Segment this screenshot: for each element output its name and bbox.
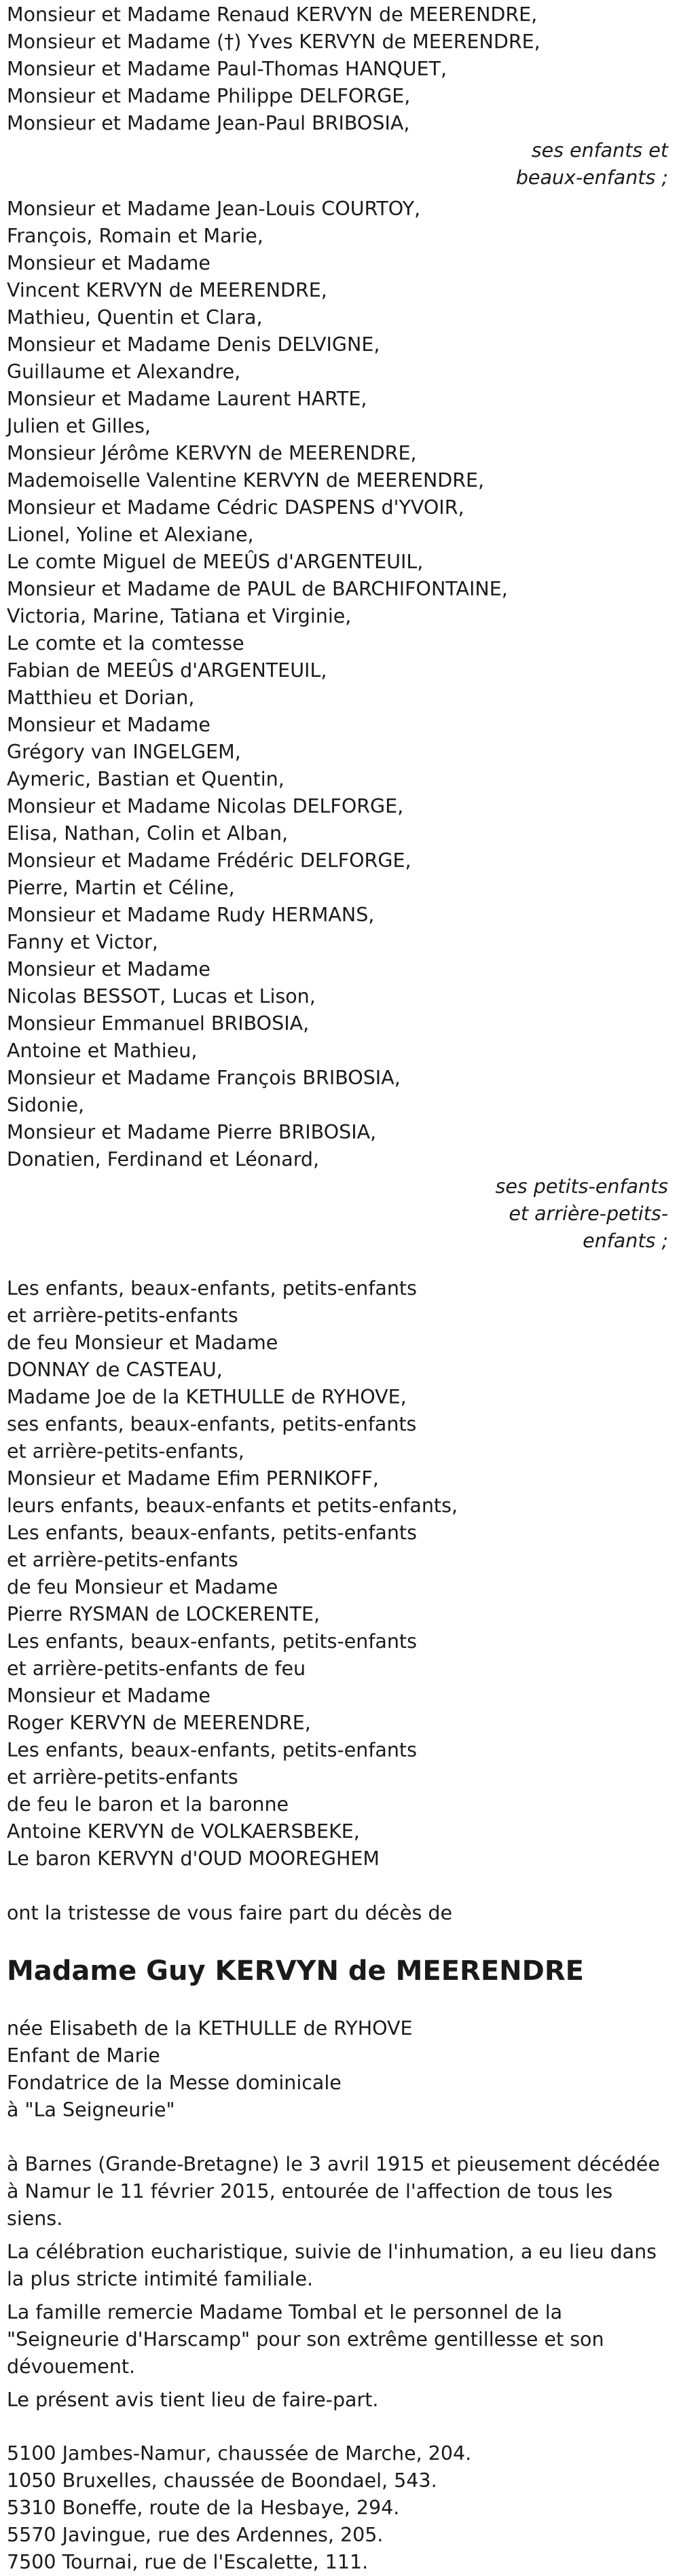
family-line: Aymeric, Bastian et Quentin,	[7, 768, 285, 790]
caption-line: beaux-enfants ;	[515, 166, 668, 189]
family-line: Roger KERVYN de MEERENDRE,	[7, 1712, 311, 1734]
family-line: Monsieur et Madame Jean-Paul BRIBOSIA,	[7, 112, 410, 134]
spacer	[7, 1873, 672, 1900]
family-line: Monsieur et Madame Laurent HARTE,	[7, 388, 367, 410]
family-line: Nicolas BESSOT, Lucas et Lison,	[7, 985, 316, 1008]
family-line: Le comte Miguel de MEEÛS d'ARGENTEUIL,	[7, 551, 424, 573]
family-line: Monsieur Jérôme KERVYN de MEERENDRE,	[7, 442, 417, 464]
family-line: Monsieur et Madame Denis DELVIGNE,	[7, 333, 380, 356]
address-line: 7500 Tournai, rue de l'Escalette, 111.	[7, 2551, 369, 2573]
detail-line: Enfant de Marie	[7, 2044, 160, 2067]
family-line: Les enfants, beaux-enfants, petits-enfants	[7, 1630, 417, 1653]
family-line: Les enfants, beaux-enfants, petits-enfants	[7, 1522, 417, 1544]
family-line: de feu Monsieur et Madame	[7, 1331, 278, 1354]
notice-paragraph: à Barnes (Grande-Bretagne) le 3 avril 1915 et pieusement décédée à Namur le 11 février 2015, entourée de l'affection de tous les siens.	[7, 2153, 660, 2230]
family-line: Antoine et Mathieu,	[7, 1039, 198, 1062]
caption-line: ses enfants et	[531, 139, 668, 162]
notice-paragraph: La célébration eucharistique, suivie de l'inhumation, a eu lieu dans la plus stricte intimité familiale.	[7, 2241, 657, 2290]
family-line: et arrière-petits-enfants	[7, 1766, 238, 1788]
deceased-details	[7, 2015, 672, 2124]
family-line: Elisa, Nathan, Colin et Alban,	[7, 822, 289, 845]
family-line: Matthieu et Dorian,	[7, 686, 195, 709]
family-line: Les enfants, beaux-enfants, petits-enfants	[7, 1739, 417, 1761]
family-line: DONNAY de CASTEAU,	[7, 1359, 223, 1381]
family-line: Monsieur et Madame Frédéric DELFORGE,	[7, 849, 411, 872]
detail-line: Fondatrice de la Messe dominicale	[7, 2072, 342, 2094]
address-line: 5100 Jambes-Namur, chaussée de Marche, 204.	[7, 2442, 472, 2465]
family-line: et arrière-petits-enfants	[7, 1549, 238, 1571]
family-line: et arrière-petits-enfants,	[7, 1440, 244, 1462]
family-line: Monsieur et Madame (†) Yves KERVYN de MEERENDRE,	[7, 31, 540, 53]
family-line: Pierre RYSMAN de LOCKERENTE,	[7, 1603, 320, 1625]
family-line: Monsieur et Madame Philippe DELFORGE,	[7, 85, 411, 107]
spacer	[7, 1927, 672, 1954]
family-line: Fabian de MEEÛS d'ARGENTEUIL,	[7, 659, 327, 682]
family-line: Madame Joe de la KETHULLE de RYHOVE,	[7, 1386, 407, 1408]
family-line: Monsieur et Madame	[7, 1685, 210, 1707]
notice-paragraphs	[7, 2151, 672, 2414]
family-line: Monsieur et Madame Renaud KERVYN de MEERENDRE,	[7, 3, 538, 26]
family-line: Monsieur et Madame Pierre BRIBOSIA,	[7, 1121, 377, 1143]
caption-line: et arrière-petits-	[509, 1202, 668, 1225]
family-line: Monsieur et Madame Efim PERNIKOFF,	[7, 1467, 379, 1490]
family-line: Lionel, Yoline et Alexiane,	[7, 523, 254, 546]
family-line: Le baron KERVYN d'OUD MOOREGHEM	[7, 1847, 380, 1870]
family-line: Mathieu, Quentin et Clara,	[7, 306, 263, 329]
family-line: Monsieur et Madame	[7, 714, 210, 736]
family-line: François, Romain et Marie,	[7, 225, 263, 247]
family-line: Sidonie,	[7, 1094, 85, 1116]
family-line: Pierre, Martin et Céline,	[7, 877, 235, 899]
caption-line: enfants ;	[583, 1230, 668, 1252]
family-line: Les enfants, beaux-enfants, petits-enfants	[7, 1277, 417, 1300]
family-line: Fanny et Victor,	[7, 931, 158, 953]
family-line: Monsieur et Madame Paul-Thomas HANQUET,	[7, 58, 447, 80]
spacer	[7, 1255, 672, 1275]
address-line: 5570 Javingue, rue des Ardennes, 205.	[7, 2524, 384, 2546]
family-line: Antoine KERVYN de VOLKAERSBEKE,	[7, 1820, 360, 1843]
address-list	[7, 2440, 672, 2576]
children-caption	[7, 137, 672, 191]
family-line: Grégory van INGELGEM,	[7, 741, 241, 763]
family-line: Victoria, Marine, Tatiana et Virginie,	[7, 605, 352, 627]
family-line: Monsieur et Madame Jean-Louis COURTOY,	[7, 198, 421, 220]
family-line: de feu le baron et la baronne	[7, 1793, 289, 1816]
grandchildren-caption	[7, 1173, 672, 1255]
family-line: Monsieur et Madame	[7, 252, 210, 274]
family-line: Mademoiselle Valentine KERVYN de MEERENDRE,	[7, 469, 485, 492]
family-line: Julien et Gilles,	[7, 415, 151, 437]
children-list	[7, 1, 672, 137]
spacer	[7, 2124, 672, 2151]
spacer	[7, 1988, 672, 2015]
family-line: Monsieur et Madame Rudy HERMANS,	[7, 904, 375, 926]
family-line: Donatien, Ferdinand et Léonard,	[7, 1148, 320, 1171]
address-line: 5310 Boneffe, route de la Hesbaye, 294.	[7, 2497, 400, 2519]
family-line: de feu Monsieur et Madame	[7, 1576, 278, 1598]
announcement-text: ont la tristesse de vous faire part du décès de	[7, 1902, 452, 1924]
family-line: ses enfants, beaux-enfants, petits-enfants	[7, 1413, 417, 1435]
caption-line: ses petits-enfants	[495, 1175, 668, 1198]
family-line: Monsieur et Madame	[7, 958, 210, 980]
extended-family-list	[7, 1275, 672, 1873]
family-line: Monsieur Emmanuel BRIBOSIA,	[7, 1012, 310, 1035]
family-line: Monsieur et Madame Cédric DASPENS d'YVOIR,	[7, 496, 464, 519]
family-line: leurs enfants, beaux-enfants et petits-enfants,	[7, 1494, 458, 1517]
grandchildren-list	[7, 196, 672, 1173]
detail-line: née Elisabeth de la KETHULLE de RYHOVE	[7, 2017, 413, 2040]
family-line: Monsieur et Madame de PAUL de BARCHIFONTAINE,	[7, 578, 508, 600]
family-line: Le comte et la comtesse	[7, 632, 244, 655]
family-line: et arrière-petits-enfants	[7, 1304, 238, 1327]
family-line: Vincent KERVYN de MEERENDRE,	[7, 279, 327, 301]
spacer	[7, 2420, 672, 2440]
family-line: et arrière-petits-enfants de feu	[7, 1657, 306, 1680]
notice-paragraph: La famille remercie Madame Tombal et le personnel de la "Seigneurie d'Harscamp" pour son extrême gentillesse et son dévouement.	[7, 2301, 604, 2378]
detail-line: à "La Seigneurie"	[7, 2099, 175, 2121]
family-line: Monsieur et Madame Nicolas DELFORGE,	[7, 795, 404, 817]
family-line: Monsieur et Madame François BRIBOSIA,	[7, 1067, 401, 1089]
address-line: 1050 Bruxelles, chaussée de Boondael, 543.	[7, 2469, 437, 2492]
notice-paragraph: Le présent avis tient lieu de faire-part.	[7, 2389, 379, 2411]
deceased-name: Madame Guy KERVYN de MEERENDRE	[7, 1955, 584, 1987]
family-line: Guillaume et Alexandre,	[7, 361, 241, 383]
